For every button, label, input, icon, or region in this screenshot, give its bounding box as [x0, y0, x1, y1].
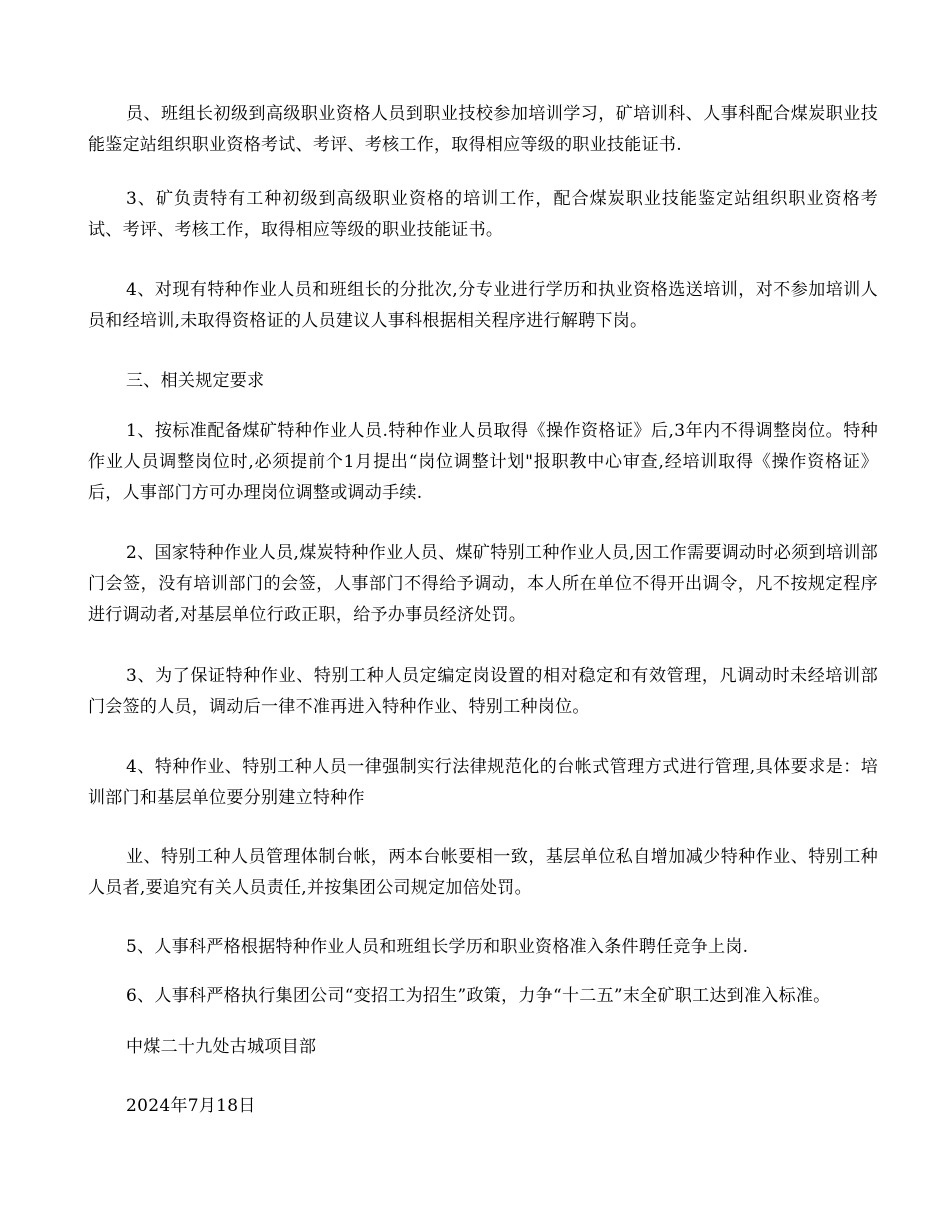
signature-organization: 中煤二十九处古城项目部 [126, 1037, 317, 1057]
paragraph-rule-4-part-1: 4、特种作业、特别工种人员一律强制实行法律规范化的台帐式管理方式进行管理,具体要求是：培训部门和基层单位要分别建立特种作 [88, 757, 878, 808]
paragraph-training-continuation: 员、班组长初级到高级职业资格人员到职业技校参加培训学习，矿培训科、人事科配合煤炭职业技能鉴定站组织职业资格考试、考评、考核工作，取得相应等级的职业技能证书. [88, 104, 878, 155]
paragraph-item-4-selection-training: 4、对现有特种作业人员和班组长的分批次,分专业进行学历和执业资格选送培训，对不参加培训人员和经培训,未取得资格证的人员建议人事科根据相关程序进行解聘下岗。 [88, 280, 878, 331]
paragraph-rule-2: 2、国家特种作业人员,煤炭特种作业人员、煤矿特别工种作业人员,因工作需要调动时必须到培训部门会签，没有培训部门的会签，人事部门不得给予调动，本人所在单位不得开出调令，凡不按规定程序进行调动者,对基层单位行政正职，给予办事员经济处罚。 [88, 543, 878, 625]
paragraph-rule-4-part-2: 业、特别工种人员管理体制台帐，两本台帐要相一致，基层单位私自增加减少特种作业、特别工种人员者,要追究有关人员责任,并按集团公司规定加倍处罚。 [88, 847, 878, 898]
paragraph-rule-1: 1、按标准配备煤矿特种作业人员.特种作业人员取得《操作资格证》后,3年内不得调整岗位。特种作业人员调整岗位时,必须提前个1月提出“岗位调整计划"报职教中心审查,经培训取得《操作资格证》后，人事部门方可办理岗位调整或调动手续. [88, 421, 878, 503]
paragraph-rule-6: 6、人事科严格执行集团公司“变招工为招生”政策，力争“十二五”末全矿职工达到准入标准。 [126, 986, 831, 1006]
signature-date: 2024年7月18日 [126, 1096, 256, 1116]
paragraph-rule-3: 3、为了保证特种作业、特别工种人员定编定岗设置的相对稳定和有效管理，凡调动时未经培训部门会签的人员，调动后一律不准再进入特种作业、特别工种岗位。 [88, 666, 878, 717]
paragraph-rule-5: 5、人事科严格根据特种作业人员和班组长学历和职业资格准入条件聘任竞争上岗. [126, 937, 749, 957]
section-heading-regulations: 三、相关规定要求 [126, 371, 265, 391]
paragraph-item-3-certification: 3、矿负责特有工种初级到高级职业资格的培训工作，配合煤炭职业技能鉴定站组织职业资格考试、考评、考核工作，取得相应等级的职业技能证书。 [88, 189, 878, 240]
